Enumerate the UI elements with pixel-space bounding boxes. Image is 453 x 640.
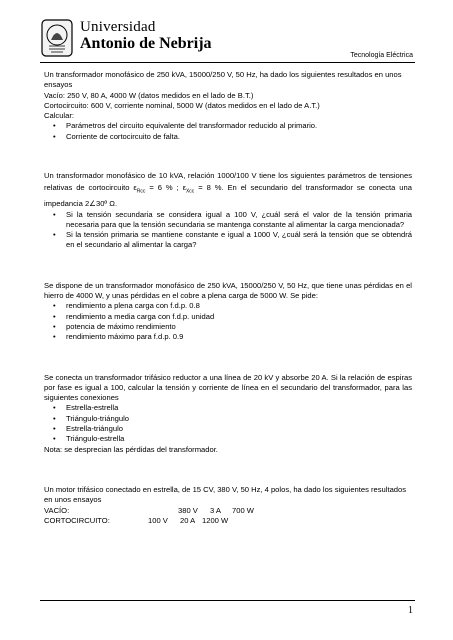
university-name-line1: Universidad (80, 19, 156, 35)
problem-4-list (44, 403, 412, 444)
page-number: 1 (408, 605, 413, 616)
list-item: • Estrella-estrella (66, 403, 412, 413)
test-row-vacio: VACÍO: 380 V 3 A 700 W (44, 505, 254, 515)
university-name-line2: Antonio de Nebrija (80, 35, 212, 52)
university-name (80, 20, 212, 52)
problem-5-intro: Un motor trifásico conectado en estrella, de 15 CV, 380 V, 50 Hz, 4 polos, ha dado los siguientes resultados en unos ensayos (44, 484, 407, 505)
list-item: • Estrella-triángulo (66, 424, 412, 434)
problem-2-intro: Un transformador monofásico de 10 kVA, relación 1000/100 V tiene los siguientes parámetros de tensiones relativas de cortocircuito $\varepsilon_{Rcc} = 6$ % ; $\varepsilon_{Xcc} = 8$ %. En el secundario del transformador se conecta una impedancia 2∠30º Ω. (44, 171, 412, 208)
problem-1-list (44, 121, 412, 142)
problem-2-list (44, 210, 412, 251)
epsilon-symbol: ε (182, 183, 186, 193)
list-item: • potencia de máximo rendimiento (66, 322, 412, 332)
document-body (44, 70, 412, 526)
page-header (40, 18, 415, 62)
test-row-cortocircuito: CORTOCIRCUITO: 100 V 20 A 1200 W (44, 515, 229, 525)
problem-3-intro: Se dispone de un transformador monofásico de 250 kVA, 15000/250 V, 50 Hz, que tiene unas pérdidas en el hierro de 4000 W, y unas pérdidas en el cobre a plena carga de 5000 W. Se pide: (44, 280, 412, 301)
epsilon-symbol: ε (133, 183, 137, 193)
list-item: • rendimiento a media carga con f.d.p. unidad (66, 312, 412, 322)
list-item: • Triángulo-estrella (66, 434, 412, 444)
problem-3 (44, 281, 412, 343)
footer-rule (40, 600, 415, 601)
problem-3-list (44, 301, 412, 342)
list-item: • Si la tensión secundaria se considera igual a 100 V, ¿cuál será el valor de la tensión primaria necesaria para que la tensión secundaria se mantenga constante al alimentar la carga mencionada? (66, 210, 412, 231)
problem-2 (44, 170, 412, 251)
problem-1-calc: Calcular: (44, 111, 74, 121)
problem-4-intro: Se conecta un transformador trifásico reductor a una línea de 20 kV y absorbe 20 A. Si la relación de espiras por fase es igual a 100, calcular la tensión y corriente de línea en el secundario del transformador, para las siguientes conexiones (44, 372, 412, 403)
list-item: • Si la tensión primaria se mantiene constante e igual a 1000 V, ¿cuál será la tensión que se obtendrá en el secundario al alimentar la carga? (66, 230, 412, 251)
subject-title: Tecnología Eléctrica (350, 52, 413, 59)
problem-1 (44, 70, 412, 142)
problem-1-vacio: Vacío: 250 V, 80 A, 4000 W (datos medidos en el lado de B.T.) (44, 90, 254, 100)
list-item: • Parámetros del circuito equivalente del transformador reducido al primario. (66, 121, 412, 131)
list-item: • Triángulo-triángulo (66, 414, 412, 424)
problem-1-intro: Un transformador monofásico de 250 kVA, 15000/250 V, 50 Hz, ha dado los siguientes resultados en unos ensayos (44, 70, 402, 90)
header-rule (40, 62, 415, 63)
list-item: • rendimiento máximo para f.d.p. 0.9 (66, 332, 412, 342)
problem-5 (44, 485, 412, 526)
problem-4 (44, 373, 412, 455)
university-seal-icon (40, 18, 74, 58)
list-item: • rendimiento a plena carga con f.d.p. 0.8 (66, 301, 412, 311)
problem-1-cc: Cortocircuito: 600 V, corriente nominal, 5000 W (datos medidos en el lado de A.T.) (44, 100, 320, 110)
problem-4-note: Nota: se desprecian las pérdidas del transformador. (44, 444, 218, 454)
list-item: • Corriente de cortocircuito de falta. (66, 132, 412, 142)
